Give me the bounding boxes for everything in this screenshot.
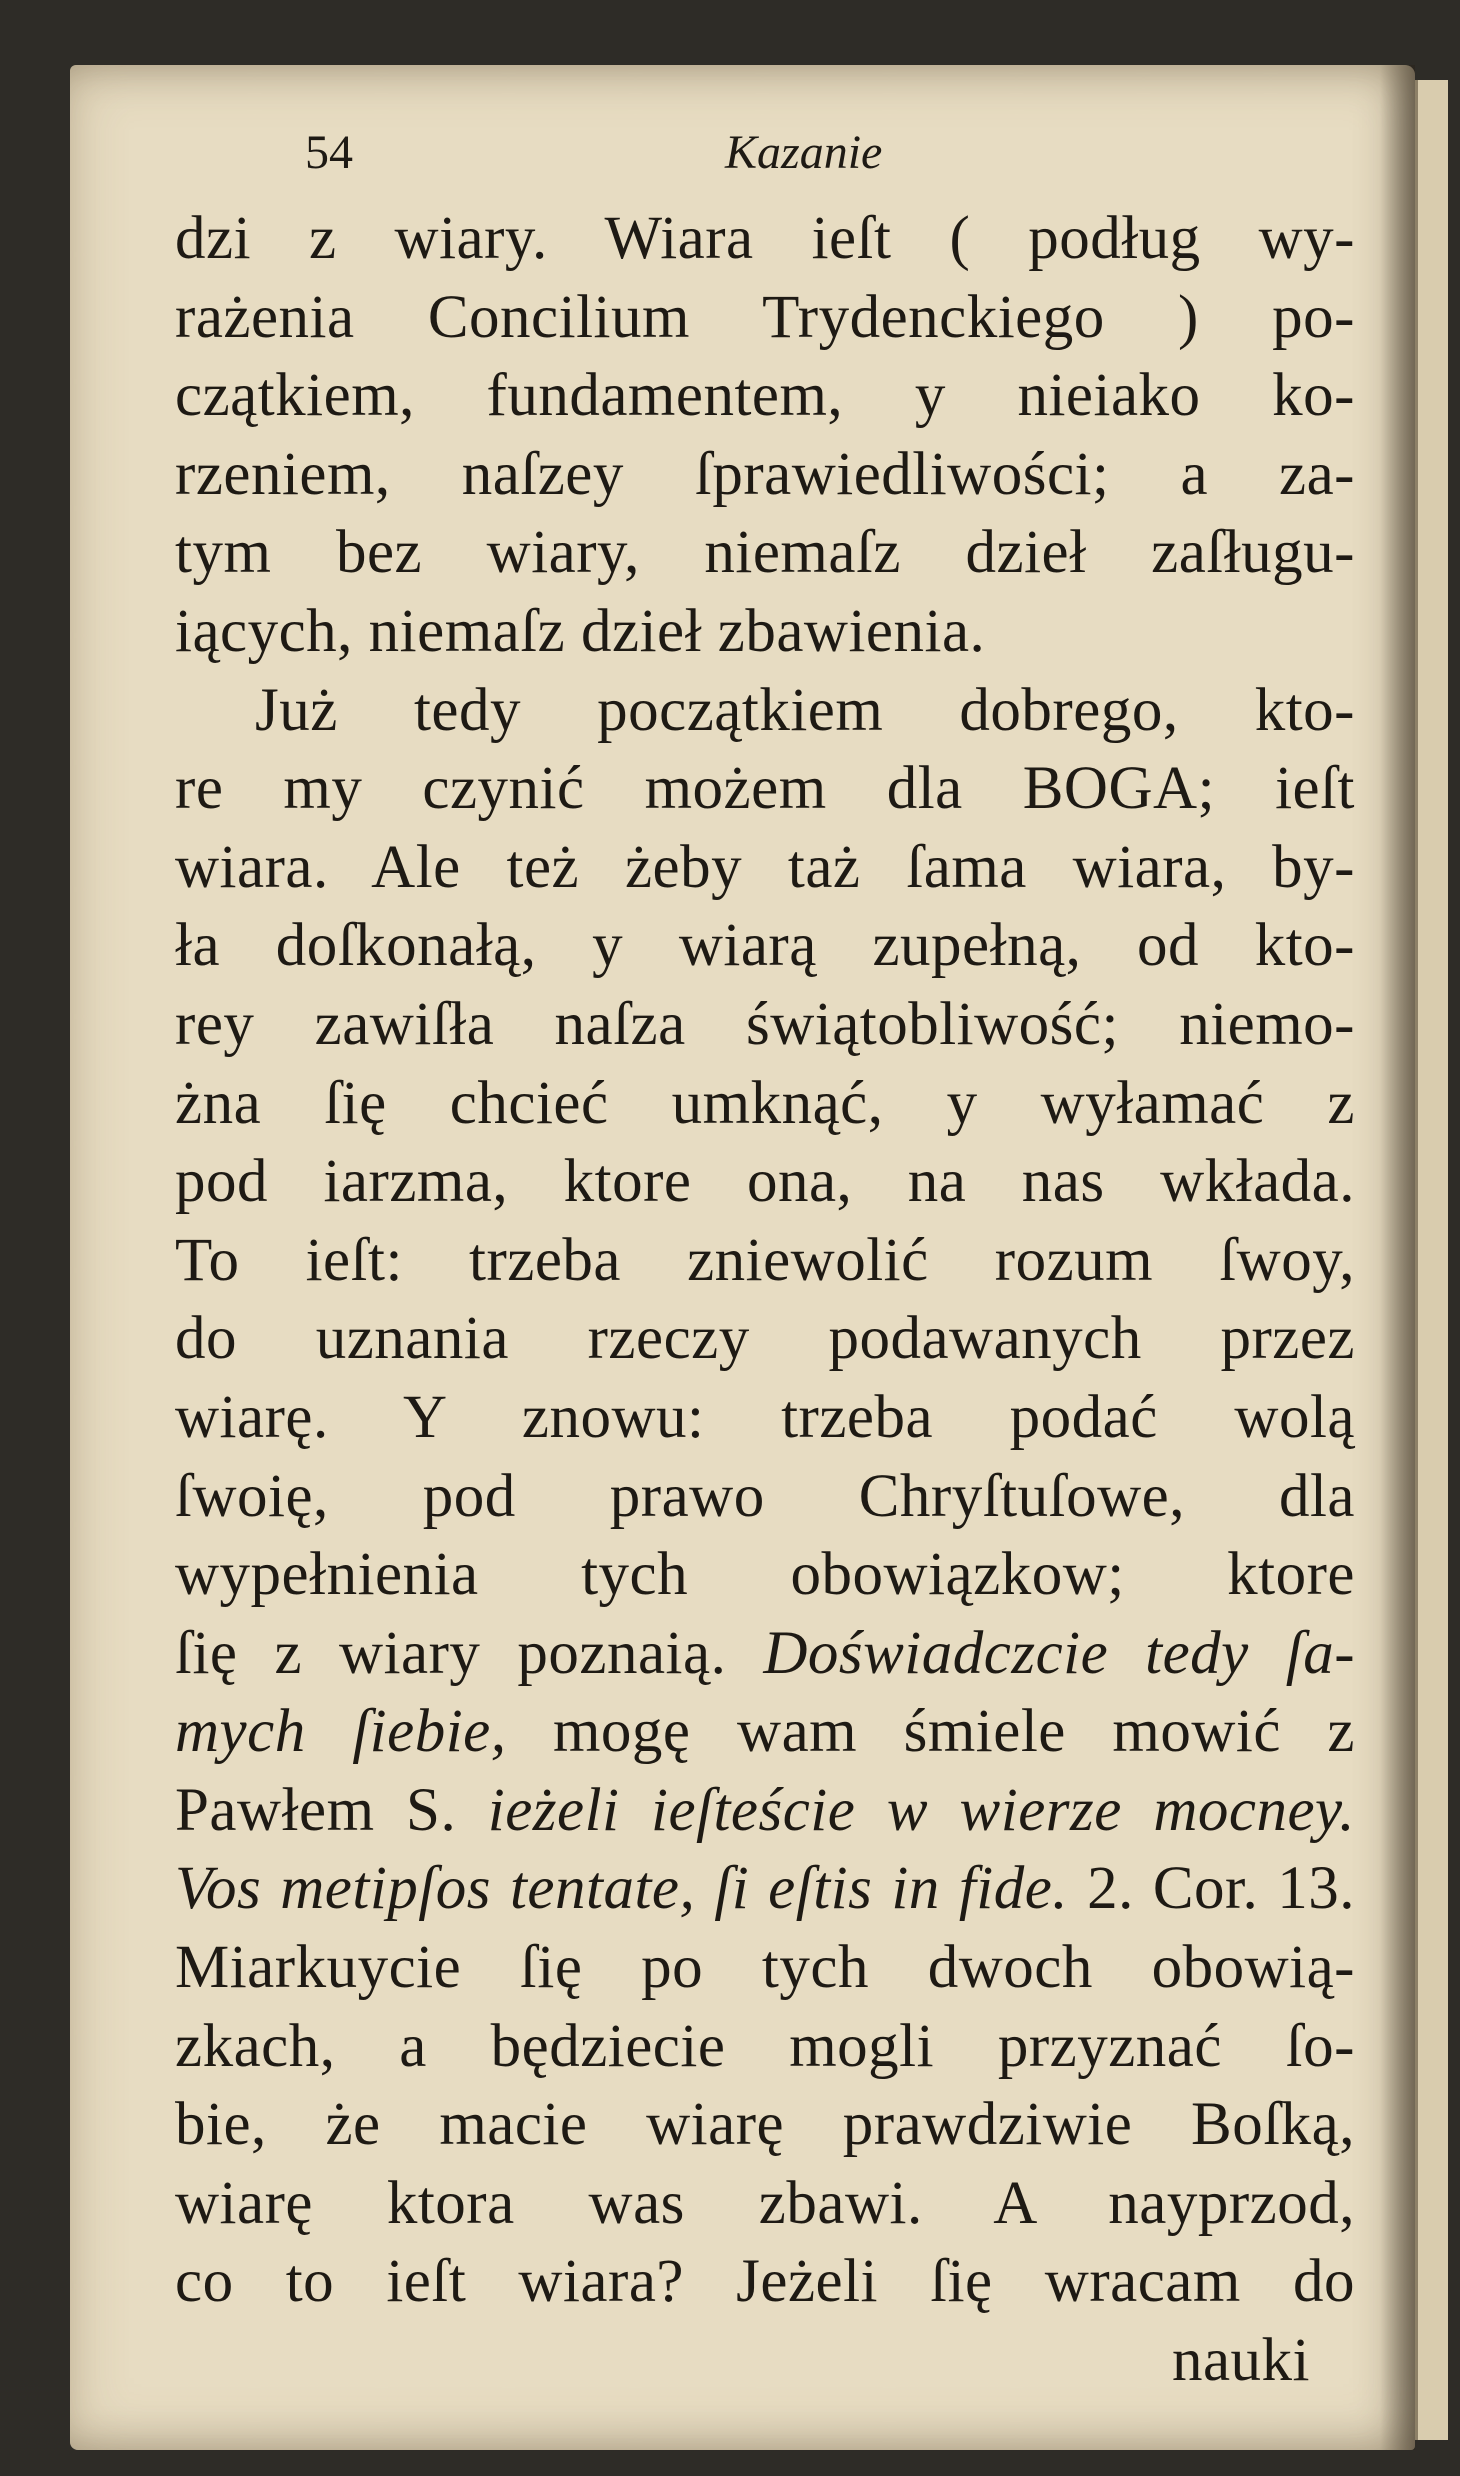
running-title: Kazanie <box>725 126 883 179</box>
page-content <box>175 125 1355 2401</box>
body-text <box>175 200 1355 2401</box>
text-line: ſwoię, pod prawo Chryſtuſowe, dla <box>175 1462 1355 1530</box>
text-line: czątkiem, fundamentem, y nieiako ko- <box>175 362 1355 430</box>
text-line: żna ſię chcieć umknąć, y wyłamać z <box>175 1069 1355 1137</box>
gutter-shadow <box>1380 65 1415 2450</box>
text-line: rażenia Concilium Trydenckiego ) po- <box>175 283 1355 351</box>
text-line: wiarę. Y znowu: trzeba podać wolą <box>175 1383 1355 1451</box>
text-line: co to ieſt wiara? Jeżeli ſię wracam do <box>175 2248 1355 2316</box>
text-line: re my czynić możem dla BOGA; ieſt <box>175 755 1355 823</box>
text-line: tym bez wiary, niemaſz dzieł zaſługu- <box>175 519 1355 587</box>
text-line: wiara. Ale też żeby taż ſama wiara, by- <box>175 833 1355 901</box>
text-line: Już tedy początkiem dobrego, kto- <box>255 676 1355 744</box>
text-line: dzi z wiary. Wiara ieſt ( podług wy- <box>175 205 1355 272</box>
page-number: 54 <box>305 126 353 179</box>
text-line: ſię z wiary poznaią. Doświadczcie tedy ſa- <box>175 1619 1356 1687</box>
text-line: do uznania rzeczy podawanych przez <box>175 1305 1355 1373</box>
text-line: zkach, a będziecie mogli przyznać ſo- <box>175 2012 1355 2080</box>
text-line: Miarkuycie ſię po tych dwoch obowią- <box>175 1934 1355 2002</box>
text-line: bie, że macie wiarę prawdziwie Boſką, <box>175 2091 1355 2159</box>
text-line: wiarę ktora was zbawi. A nayprzod, <box>175 2169 1355 2237</box>
text-line: ła doſkonałą, y wiarą zupełną, od kto- <box>175 912 1355 980</box>
running-head <box>175 125 1355 200</box>
text-line: To ieſt: trzeba zniewolić rozum ſwoy, <box>175 1226 1355 1294</box>
text-line: Vos metipſos tentate, ſi eſtis in fide. 2. Cor. 13. <box>175 1855 1355 1923</box>
text-line: pod iarzma, ktore ona, na nas wkłada. <box>175 1148 1355 1216</box>
text-line: Pawłem S. ieżeli ieſteście w wierze mocney. <box>175 1776 1356 1844</box>
next-page-edge <box>1415 80 1448 2440</box>
catchword: nauki <box>1171 2327 1310 2395</box>
text-line: mych ſiebie, mogę wam śmiele mowić z <box>175 1698 1355 1766</box>
text-line: rzeniem, naſzey ſprawiedliwości; a za- <box>175 440 1355 508</box>
text-line: wypełnienia tych obowiązkow; ktore <box>175 1541 1355 1609</box>
text-line: rey zawiſła naſza świątobliwość; niemo- <box>175 990 1355 1058</box>
text-line: iących, niemaſz dzieł zbawienia. <box>175 597 986 665</box>
